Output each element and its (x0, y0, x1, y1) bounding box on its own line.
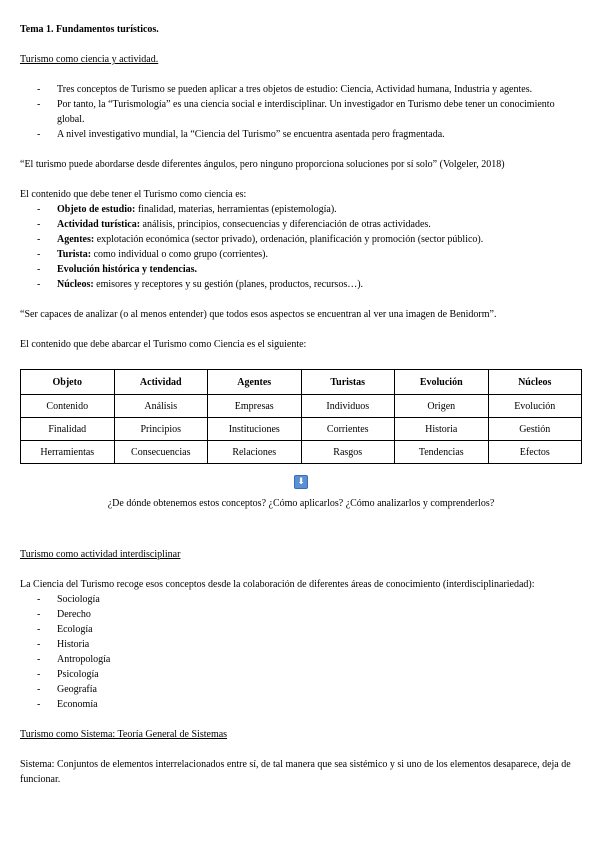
table-cell: Historia (395, 418, 489, 441)
table-header: Evolución (395, 370, 489, 395)
areas-list (20, 592, 582, 712)
list-item: - Psicología (37, 669, 99, 680)
content-list (20, 202, 582, 292)
table-cell: Origen (395, 395, 489, 418)
table-row (21, 418, 582, 441)
table-header: Turistas (301, 370, 395, 395)
list-item: - Núcleos: emisores y receptores y su gestión (planes, productos, recursos…). (37, 279, 364, 290)
list-item: - Tres conceptos de Turismo se pueden aplicar a tres objetos de estudio: Ciencia, Actividad humana, Industria y agentes. (37, 84, 533, 95)
quote-benidorm: “Ser capaces de analizar (o al menos entender) que todos esos aspectos se encuentran al ver una imagen de Benidorm”. (20, 309, 497, 320)
list-item: - Sociología (37, 594, 100, 605)
table-header-row (21, 370, 582, 395)
table-cell: Gestión (488, 418, 582, 441)
section1-heading: Turismo como ciencia y actividad. (20, 54, 159, 65)
list-item: - Geografía (37, 684, 97, 695)
table-cell: Relaciones (208, 441, 302, 464)
content-intro: El contenido que debe tener el Turismo como ciencia es: (20, 189, 247, 200)
list-item: - Historia (37, 639, 90, 650)
table-cell: Principios (114, 418, 208, 441)
list-item: - Agentes: explotación económica (sector privado), ordenación, planificación y promoción (sector público). (37, 234, 484, 245)
list-item: - Derecho (37, 609, 91, 620)
quote: “El turismo puede abordarse desde diferentes ángulos, pero ninguno proporciona soluciones por sí solo” (Volgeler, 2018) (20, 159, 505, 170)
list-item: - Ecología (37, 624, 93, 635)
table-cell: Instituciones (208, 418, 302, 441)
document-title: Tema 1. Fundamentos turísticos. (20, 24, 159, 35)
table-row (21, 441, 582, 464)
content-table (20, 369, 582, 464)
table-cell: Corrientes (301, 418, 395, 441)
list-item: - Turista: como individual o como grupo (corrientes). (37, 249, 268, 260)
table-cell: Consecuencias (114, 441, 208, 464)
list-item: - Evolución histórica y tendencias. (37, 264, 198, 275)
table-header: Actividad (114, 370, 208, 395)
table-cell: Individuos (301, 395, 395, 418)
list-item: - Actividad turística: análisis, principios, consecuencias y diferenciación de otras actividades. (37, 219, 431, 230)
table-cell: Empresas (208, 395, 302, 418)
table-cell: Tendencias (395, 441, 489, 464)
table-intro: El contenido que debe abarcar el Turismo como Ciencia es el siguiente: (20, 339, 307, 350)
question-line: ¿De dónde obtenemos estos conceptos? ¿Cómo aplicarlos? ¿Cómo analizarlos y comprenderlos? (107, 498, 495, 509)
section1-bullets (20, 82, 582, 142)
table-cell: Rasgos (301, 441, 395, 464)
table-cell: Finalidad (21, 418, 115, 441)
table-row (21, 395, 582, 418)
table-cell: Contenido (21, 395, 115, 418)
down-arrow-icon: ⬇ (294, 475, 308, 489)
table-cell: Análisis (114, 395, 208, 418)
list-item: - A nivel investigativo mundial, la “Ciencia del Turismo” se encuentra asentada pero fragmentada. (37, 129, 445, 140)
table-cell: Efectos (488, 441, 582, 464)
section2-heading: Turismo como actividad interdisciplinar (20, 549, 181, 560)
list-item: - Por tanto, la “Turismología” es una ciencia social e interdisciplinar. Un investigador en Turismo debe tener un conocimiento global. (37, 99, 555, 125)
section2-intro: La Ciencia del Turismo recoge esos conceptos desde la colaboración de diferentes áreas de conocimiento (interdisciplinariedad): (20, 579, 535, 590)
table-cell: Herramientas (21, 441, 115, 464)
section3-heading: Turismo como Sistema: Teoría General de Sistemas (20, 729, 228, 740)
section3-text: Sistema: Conjuntos de elementos interrelacionados entre sí, de tal manera que sea sistémico y si uno de los elementos desaparece, deja de funcionar. (20, 759, 571, 785)
table-header: Agentes (208, 370, 302, 395)
table-header: Núcleos (488, 370, 582, 395)
table-header: Objeto (21, 370, 115, 395)
table-cell: Evolución (488, 395, 582, 418)
list-item: - Objeto de estudio: finalidad, materias, herramientas (epistemología). (37, 204, 337, 215)
list-item: - Economía (37, 699, 98, 710)
document-page (20, 22, 582, 787)
list-item: - Antropología (37, 654, 111, 665)
